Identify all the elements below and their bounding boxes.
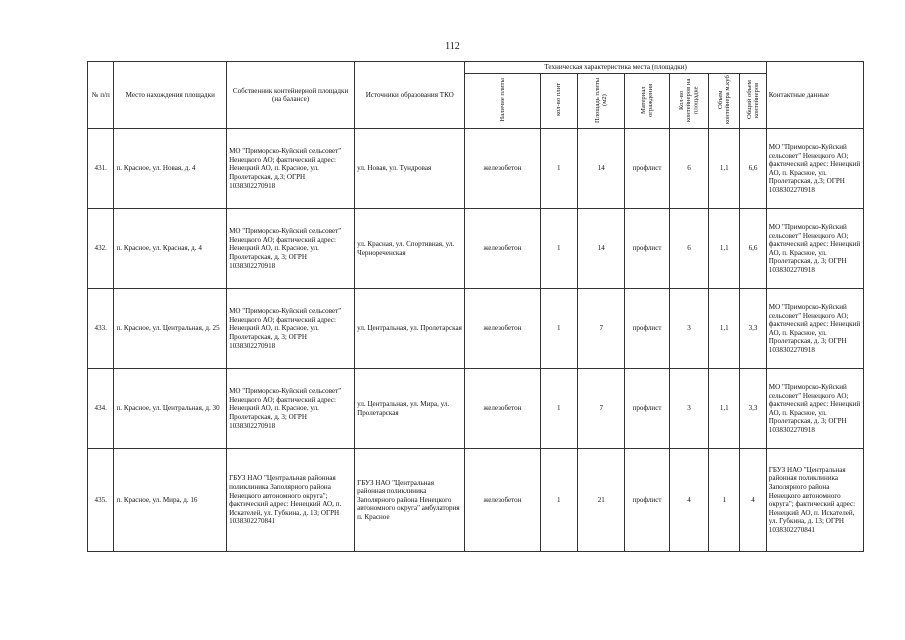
row-sources: ГБУЗ НАО "Центральная районная поликлиника Заполярного района Ненецкого автономного округа" амбулатория п. Красное [355, 449, 465, 552]
row-location: п. Красное, ул. Мира, д. 16 [114, 449, 227, 552]
subheader-containers-label: Кол-во контейнеров на площадке [678, 77, 700, 122]
row-total: 3,3 [740, 289, 767, 369]
row-location: п. Красное, ул. Новая, д. 4 [114, 129, 227, 209]
row-location: п. Красное, ул. Центральная, д. 30 [114, 369, 227, 449]
row-fence: профлист [625, 209, 669, 289]
table-row [88, 369, 864, 449]
row-num: 431. [88, 129, 114, 209]
row-plate: железобетон [465, 369, 540, 449]
row-containers: 3 [669, 369, 709, 449]
subheader-total [740, 73, 767, 129]
row-area: 7 [578, 369, 625, 449]
page-number: 112 [445, 41, 460, 52]
row-plate: железобетон [465, 129, 540, 209]
subheader-fence [625, 73, 669, 129]
row-containers: 6 [669, 209, 709, 289]
subheader-area [578, 73, 625, 129]
row-volume: 1 [709, 449, 740, 552]
row-area: 21 [578, 449, 625, 552]
row-volume: 1,1 [709, 289, 740, 369]
subheader-total-label: Общий объем контейнеров [745, 80, 760, 120]
header-sources: Источники образования ТКО [355, 62, 465, 129]
row-plate: железобетон [465, 289, 540, 369]
row-sources: ул. Центральная, ул. Мира, ул. Пролетарская [355, 369, 465, 449]
row-total: 6,6 [740, 209, 767, 289]
row-owner: МО "Приморско-Куйский сельсовет" Ненецкого АО; фактический адрес: Ненецкий АО, п. Красное, ул. Пролетарская, д.3; ОГРН 1038302270918 [227, 129, 355, 209]
subheader-plates-count-label: кол-во плит [555, 83, 563, 116]
row-plate: железобетон [465, 449, 540, 552]
row-fence: профлист [625, 289, 669, 369]
row-fence: профлист [625, 369, 669, 449]
row-area: 14 [578, 209, 625, 289]
subheader-plate [465, 73, 540, 129]
table-row [88, 209, 864, 289]
row-volume: 1,1 [709, 209, 740, 289]
row-total: 6,6 [740, 129, 767, 209]
row-contacts: ГБУЗ НАО "Центральная районная поликлиника Заполярного района Ненецкого автономного округа"; фактический адрес: Ненецкий АО, п. Искателей, ул. Губкина, д. 13; ОГРН 1038302270841 [766, 449, 863, 552]
row-num: 435. [88, 449, 114, 552]
row-sources: ул. Новая, ул. Тундровая [355, 129, 465, 209]
header-tech: Техническая характеристика места (площадки) [465, 62, 766, 74]
row-location: п. Красное, ул. Красная, д. 4 [114, 209, 227, 289]
row-sources: ул. Центральная, ул. Пролетарская [355, 289, 465, 369]
row-num: 434. [88, 369, 114, 449]
row-sources: ул. Красная, ул. Спортивная, ул. Чернореченская [355, 209, 465, 289]
row-num: 432. [88, 209, 114, 289]
table-row [88, 449, 864, 552]
row-fence: профлист [625, 449, 669, 552]
row-contacts: МО "Приморско-Куйский сельсовет" Ненецкого АО; фактический адрес: Ненецкий АО, п. Красное, ул. Пролетарская, д.3; ОГРН 1038302270918 [766, 129, 863, 209]
row-location: п. Красное, ул. Центральная, д. 25 [114, 289, 227, 369]
row-containers: 3 [669, 289, 709, 369]
row-owner: МО "Приморско-Куйский сельсовет" Ненецкого АО; фактический адрес: Ненецкий АО, п. Красное, ул. Пролетарская, д. 3; ОГРН 1038302270918 [227, 289, 355, 369]
row-containers: 4 [669, 449, 709, 552]
row-area: 14 [578, 129, 625, 209]
row-contacts: МО "Приморско-Куйский сельсовет" Ненецкого АО; фактический адрес: Ненецкий АО, п. Красное, ул. Пролетарская, д. 3; ОГРН 1038302270918 [766, 369, 863, 449]
row-total: 3,3 [740, 369, 767, 449]
header-contacts: Контактные данные [766, 62, 863, 129]
row-contacts: МО "Приморско-Куйский сельсовет" Ненецкого АО; фактический адрес: Ненецкий АО, п. Красное, ул. Пролетарская, д. 3; ОГРН 1038302270918 [766, 289, 863, 369]
subheader-containers [669, 73, 709, 129]
subheader-plates-count [540, 73, 578, 129]
row-total: 4 [740, 449, 767, 552]
registry-table [87, 61, 864, 552]
row-plates-count: 1 [540, 369, 578, 449]
row-plates-count: 1 [540, 129, 578, 209]
row-volume: 1,1 [709, 129, 740, 209]
row-owner: МО "Приморско-Куйский сельсовет" Ненецкого АО; фактический адрес: Ненецкий АО, п. Красное, ул. Пролетарская, д. 3; ОГРН 1038302270918 [227, 209, 355, 289]
header-owner: Собственник контейнерной площадки (на балансе) [227, 62, 355, 129]
row-num: 433. [88, 289, 114, 369]
row-containers: 6 [669, 129, 709, 209]
row-plates-count: 1 [540, 449, 578, 552]
subheader-volume [709, 73, 740, 129]
header-location: Место нахождения площадки [114, 62, 227, 129]
subheader-volume-label: Объем контейнера м.куб [717, 75, 732, 125]
row-contacts: МО "Приморско-Куйский сельсовет" Ненецкого АО; фактический адрес: Ненецкий АО, п. Красное, ул. Пролетарская, д. 3; ОГРН 1038302270918 [766, 209, 863, 289]
header-row [88, 62, 864, 74]
row-area: 7 [578, 289, 625, 369]
table-row [88, 289, 864, 369]
row-plates-count: 1 [540, 289, 578, 369]
subheader-fence-label: Материал ограждения [639, 83, 655, 117]
table-row [88, 129, 864, 209]
subheader-plate-label: Наличие плиты [498, 77, 506, 122]
row-owner: ГБУЗ НАО "Центральная районная поликлиника Заполярного района Ненецкого автономного округа"; фактический адрес: Ненецкий АО, п. Искателей, ул. Губкина, д. 13; ОГРН 1038302270841 [227, 449, 355, 552]
row-plate: железобетон [465, 209, 540, 289]
header-num: № п/п [88, 62, 114, 129]
row-owner: МО "Приморско-Куйский сельсовет" Ненецкого АО; фактический адрес: Ненецкий АО, п. Красное, ул. Пролетарская, д. 3; ОГРН 1038302270918 [227, 369, 355, 449]
row-plates-count: 1 [540, 209, 578, 289]
row-volume: 1,1 [709, 369, 740, 449]
subheader-area-label: Площадь плиты (м2) [594, 77, 609, 123]
row-fence: профлист [625, 129, 669, 209]
